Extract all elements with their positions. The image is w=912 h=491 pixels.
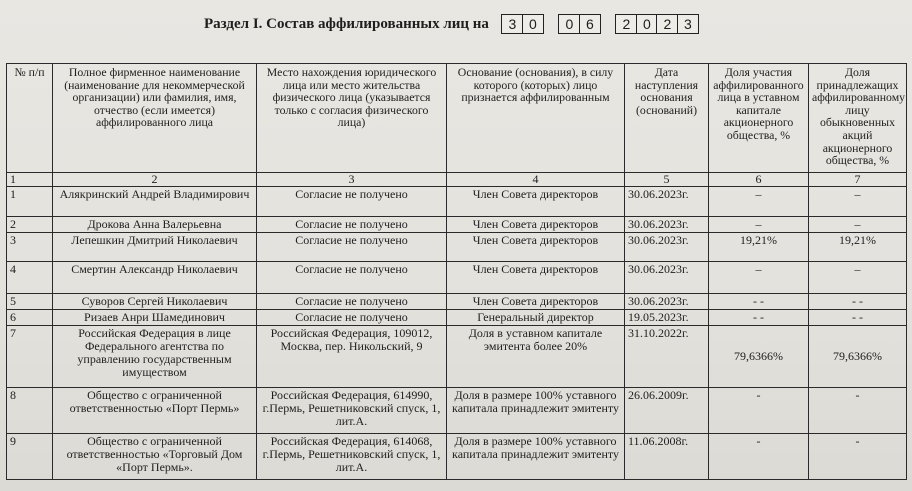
capital-share: – bbox=[709, 187, 809, 217]
affiliate-name: Лепешкин Дмитрий Николаевич bbox=[53, 233, 257, 262]
date-digit-box: 6 bbox=[579, 14, 601, 34]
affiliate-location: Согласие не получено bbox=[257, 310, 447, 326]
affiliate-name: Смертин Александр Николаевич bbox=[53, 262, 257, 294]
affiliation-basis: Доля в размере 100% уставного капитала принадлежит эмитенту bbox=[447, 388, 625, 434]
affiliation-basis: Генеральный директор bbox=[447, 310, 625, 326]
capital-share: 79,6366% bbox=[709, 326, 809, 388]
basis-date: 30.06.2023г. bbox=[625, 233, 709, 262]
affiliation-basis: Член Совета директоров bbox=[447, 294, 625, 310]
basis-date: 26.06.2009г. bbox=[625, 388, 709, 434]
affiliation-basis: Член Совета директоров bbox=[447, 217, 625, 233]
affiliation-basis: Член Совета директоров bbox=[447, 262, 625, 294]
col-header-name: Полное фирменное наименование (наименование для некоммерческой организации) или фамилия, имя, отчество (если имеется) аффилированного лица bbox=[53, 64, 257, 173]
table-row bbox=[7, 310, 907, 326]
row-number: 8 bbox=[7, 388, 53, 434]
basis-date: 30.06.2023г. bbox=[625, 217, 709, 233]
affiliation-basis: Доля в уставном капитале эмитента более 20% bbox=[447, 326, 625, 388]
table-row bbox=[7, 326, 907, 388]
date-digit-box: 0 bbox=[636, 14, 658, 34]
affiliate-location: Согласие не получено bbox=[257, 187, 447, 217]
column-number: 7 bbox=[809, 173, 907, 187]
affiliates-table bbox=[6, 63, 907, 480]
affiliate-name: Дрокова Анна Валерьевна bbox=[53, 217, 257, 233]
affiliation-basis: Член Совета директоров bbox=[447, 187, 625, 217]
date-digit-box: 2 bbox=[656, 14, 678, 34]
table-row bbox=[7, 217, 907, 233]
basis-date: 11.06.2008г. bbox=[625, 434, 709, 480]
affiliate-location: Российская Федерация, 614068, г.Пермь, Решетниковский спуск, 1, лит.А. bbox=[257, 434, 447, 480]
affiliation-basis: Член Совета директоров bbox=[447, 233, 625, 262]
column-number: 4 bbox=[447, 173, 625, 187]
basis-date: 30.06.2023г. bbox=[625, 262, 709, 294]
date-digit-box: 0 bbox=[558, 14, 580, 34]
row-number: 6 bbox=[7, 310, 53, 326]
table-row bbox=[7, 294, 907, 310]
column-number-row bbox=[7, 173, 907, 187]
affiliate-name: Общество с ограниченной ответственностью «Торговый Дом «Порт Пермь». bbox=[53, 434, 257, 480]
col-header-basis: Основание (основания), в силу которого (которых) лицо признается аффилированным bbox=[447, 64, 625, 173]
affiliation-basis: Доля в размере 100% уставного капитала принадлежит эмитенту bbox=[447, 434, 625, 480]
capital-share: - - bbox=[709, 310, 809, 326]
col-header-date: Дата наступления основания (оснований) bbox=[625, 64, 709, 173]
row-number: 3 bbox=[7, 233, 53, 262]
stock-share: 79,6366% bbox=[809, 326, 907, 388]
affiliate-location: Российская Федерация, 109012, Москва, пер. Никольский, 9 bbox=[257, 326, 447, 388]
capital-share: - bbox=[709, 434, 809, 480]
capital-share: – bbox=[709, 217, 809, 233]
affiliate-location: Российская Федерация, 614990, г.Пермь, Решетниковский спуск, 1, лит.А. bbox=[257, 388, 447, 434]
column-number: 3 bbox=[257, 173, 447, 187]
basis-date: 31.10.2022г. bbox=[625, 326, 709, 388]
column-number: 5 bbox=[625, 173, 709, 187]
affiliate-location: Согласие не получено bbox=[257, 233, 447, 262]
basis-date: 30.06.2023г. bbox=[625, 187, 709, 217]
column-number: 6 bbox=[709, 173, 809, 187]
affiliate-location: Согласие не получено bbox=[257, 262, 447, 294]
stock-share: – bbox=[809, 217, 907, 233]
date-day-boxes bbox=[503, 14, 544, 34]
col-header-number: № п/п bbox=[7, 64, 53, 173]
section-title: Раздел I. Состав аффилированных лиц на bbox=[204, 15, 489, 32]
date-month-boxes bbox=[560, 14, 601, 34]
date-digit-box: 0 bbox=[522, 14, 544, 34]
stock-share: – bbox=[809, 187, 907, 217]
row-number: 4 bbox=[7, 262, 53, 294]
date-digit-box: 2 bbox=[615, 14, 637, 34]
column-number: 2 bbox=[53, 173, 257, 187]
capital-share: – bbox=[709, 262, 809, 294]
affiliate-location: Согласие не получено bbox=[257, 217, 447, 233]
basis-date: 30.06.2023г. bbox=[625, 294, 709, 310]
date-digit-box: 3 bbox=[501, 14, 523, 34]
stock-share: - - bbox=[809, 310, 907, 326]
date-digit-box: 3 bbox=[677, 14, 699, 34]
table-row bbox=[7, 388, 907, 434]
col-header-location: Место нахождения юридического лица или место жительства физического лица (указывается только с согласия физического лица) bbox=[257, 64, 447, 173]
affiliate-name: Алякринский Андрей Владимирович bbox=[53, 187, 257, 217]
row-number: 5 bbox=[7, 294, 53, 310]
affiliate-name: Общество с ограниченной ответственностью «Порт Пермь» bbox=[53, 388, 257, 434]
row-number: 9 bbox=[7, 434, 53, 480]
section-heading bbox=[204, 14, 715, 34]
stock-share: - bbox=[809, 434, 907, 480]
affiliate-location: Согласие не получено bbox=[257, 294, 447, 310]
column-number: 1 bbox=[7, 173, 53, 187]
capital-share: - bbox=[709, 388, 809, 434]
stock-share: – bbox=[809, 262, 907, 294]
table-row bbox=[7, 262, 907, 294]
row-number: 2 bbox=[7, 217, 53, 233]
affiliate-name: Ризаев Анри Шамединович bbox=[53, 310, 257, 326]
date-year-boxes bbox=[617, 14, 699, 34]
col-header-stock: Доля принадлежащих аффилированному лицу обыкновенных акций акционерного общества, % bbox=[809, 64, 907, 173]
table-row bbox=[7, 434, 907, 480]
affiliate-name: Суворов Сергей Николаевич bbox=[53, 294, 257, 310]
stock-share: 19,21% bbox=[809, 233, 907, 262]
stock-share: - bbox=[809, 388, 907, 434]
affiliate-name: Российская Федерация в лице Федерального агентства по управлению государственным имуществом bbox=[53, 326, 257, 388]
table-header-row bbox=[7, 64, 907, 173]
stock-share: - - bbox=[809, 294, 907, 310]
row-number: 1 bbox=[7, 187, 53, 217]
row-number: 7 bbox=[7, 326, 53, 388]
capital-share: - - bbox=[709, 294, 809, 310]
capital-share: 19,21% bbox=[709, 233, 809, 262]
col-header-share: Доля участия аффилированного лица в уставном капитале акционерного общества, % bbox=[709, 64, 809, 173]
table-row bbox=[7, 233, 907, 262]
basis-date: 19.05.2023г. bbox=[625, 310, 709, 326]
table-row bbox=[7, 187, 907, 217]
